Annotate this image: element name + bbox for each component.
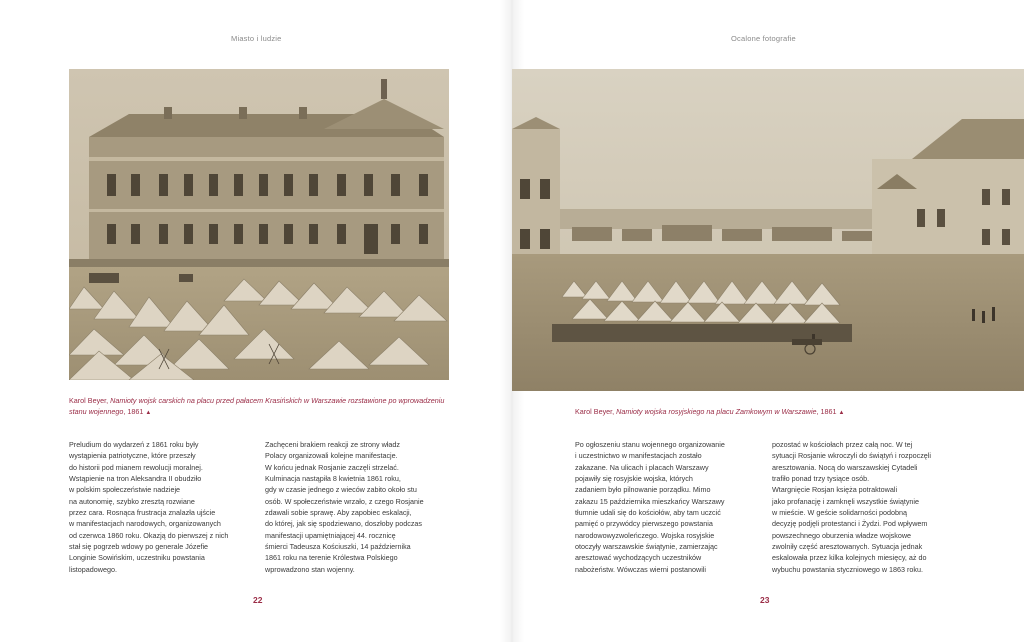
- running-head-left: Miasto i ludzie: [231, 34, 282, 43]
- caption-author: Karol Beyer,: [575, 407, 617, 416]
- photo-krasinski-palace-image: [69, 69, 449, 380]
- caption-author: Karol Beyer,: [69, 396, 111, 405]
- photo-caption-right: [575, 406, 995, 419]
- photo-castle-square: [512, 69, 1024, 391]
- photo-castle-square-image: [512, 69, 1024, 391]
- caption-year: , 1861: [123, 407, 144, 416]
- page-number-right: 23: [760, 595, 770, 605]
- text-column-left-1: Preludium do wydarzeń z 1861 roku były wystąpienia patriotyczne, które przeszły do historii pod mianem rewolucji moralnej. Wstąpienie na tron Aleksandra II obudziło w polskim społeczeństwie nadzieje na autonomię, szybko zresztą rozwiane przez cara. Rosnąca frustracja znalazła ujście w manifestacjach narodowych, organizowanych od czerwca 1860 roku. Okazją do pierwszej z nich stał się pogrzeb wdowy po generale Józefie Longinie Sowińskim, uczestniku powstania listopadowego.: [69, 440, 229, 574]
- caption-title: Namioty wojska rosyjskiego na placu Zamkowym w Warszawie: [616, 407, 817, 416]
- photo-caption-left: [69, 395, 454, 419]
- caption-year: , 1861: [816, 407, 837, 416]
- page-number-left: 22: [253, 595, 263, 605]
- text-column-left-2: Zachęceni brakiem reakcji ze strony władz Polacy organizowali kolejne manifestacje. W końcu jednak Rosjanie zaczęli strzelać. Kulminacja nastąpiła 8 kwietnia 1861 roku, gdy w czasie jednego z wieców zabito około stu osób. W społeczeństwie wrzało, z czego Rosjanie zdawali sobie sprawę. Aby zapobiec eskalacji, do której, jak się spodziewano, doszłoby podczas manifestacji upamiętniającej 44. rocznicę śmierci Tadeusza Kościuszki, 14 października 1861 roku na terenie Królestwa Polskiego wprowadzono stan wojenny.: [265, 440, 424, 574]
- caption-title: Namioty wojsk carskich na placu przed pałacem Krasińskich w Warszawie rozstawione po wprowadzeniu stanu wojennego: [69, 396, 445, 416]
- text-column-right-2: pozostać w kościołach przez całą noc. W tej sytuacji Rosjanie wkroczyli do świątyń i rozpoczęli aresztowania. Nocą do warszawskiej Cytadeli trafiło ponad trzy tysiące osób. Wtargnięcie Rosjan księża potraktowali jako profanację i zamknęli wszystkie świątynie w mieście. W geście solidarności podobną decyzję podjęli protestanci i Żydzi. Pod wpływem powszechnego oburzenia władze wojskowe zwolniły część aresztowanych. Sytuacja jednak eskalowała przez kilka kolejnych miesięcy, aż do wybuchu powstania styczniowego w 1863 roku.: [772, 440, 931, 574]
- text-column-right-1: Po ogłoszeniu stanu wojennego organizowanie i uczestnictwo w manifestacjach zostało zakazane. Na ulicach i placach Warszawy pojawiły się rosyjskie wojska, których zadaniem było pilnowanie porządku. Mimo zakazu 15 października mieszkańcy Warszawy tłumnie udali się do kościołów, aby tam uczcić pamięć o przywódcy pierwszego powstania narodowowyzwoleńczego. Wojska rosyjskie otoczyły warszawskie świątynie, zamierzając aresztować wychodzących uczestników nabożeństw. Wówczas wierni postanowili: [575, 440, 725, 574]
- caption-marker-icon: ▲: [145, 410, 152, 416]
- photo-krasinski-palace: [69, 69, 449, 380]
- running-head-right: Ocalone fotografie: [731, 34, 796, 43]
- caption-marker-icon: ▲: [838, 410, 845, 416]
